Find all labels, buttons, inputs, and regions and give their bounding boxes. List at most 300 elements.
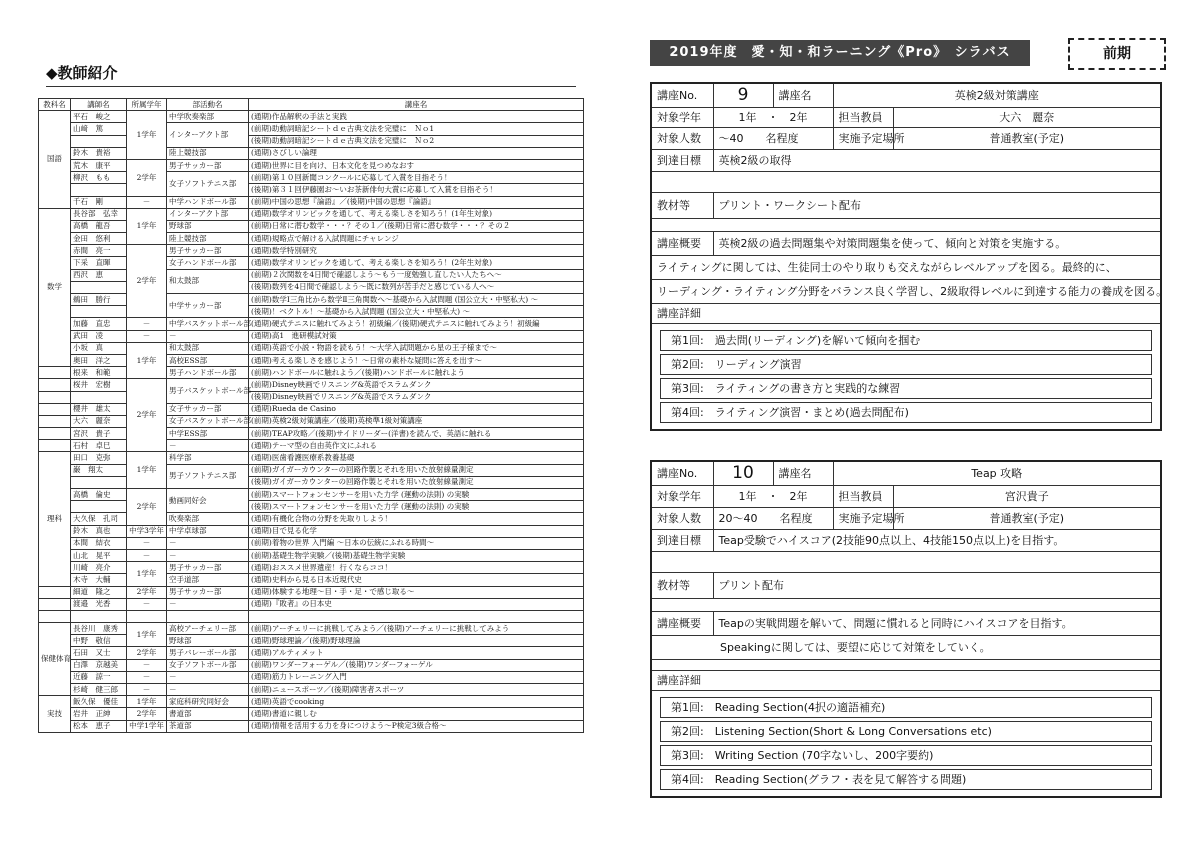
table-row — [39, 720, 584, 732]
course-cell: (通期)作品解釈の手法と実践 — [249, 111, 584, 123]
course-cell: (後期)助動詞暗記シートｄｅ古典文法を完璧に Ｎｏ2 — [249, 135, 584, 147]
club-cell: 女子ソフトテニス部 — [167, 172, 249, 196]
teacher-cell: 白澤 京越美 — [71, 659, 127, 671]
table-row — [39, 220, 584, 232]
table-row — [39, 147, 584, 159]
teacher-cell: 西沢 恵 — [71, 269, 127, 281]
club-cell: 和太鼓部 — [167, 269, 249, 293]
teacher-cell — [71, 391, 127, 403]
col-course: 講座名 — [249, 99, 584, 111]
course-cell: (通期)高1 進研模試対策 — [249, 330, 584, 342]
teacher-cell: 加藤 直忠 — [71, 318, 127, 330]
teacher-cell — [71, 135, 127, 147]
club-cell: 男子サッカー部 — [167, 562, 249, 574]
grade-cell: － — [127, 598, 167, 610]
teacher-cell: 奥田 洋之 — [71, 354, 127, 366]
course-cell: (前期)ガイガーカウンターの回路作製とそれを用いた放射線量測定 — [249, 464, 584, 476]
club-cell: 中学サッカー部 — [167, 294, 249, 318]
session-item — [660, 330, 1152, 351]
course-cell: (前期)第１０回新聞コンクールに応募して入賞を目指そう！ — [249, 172, 584, 184]
teacher-cell: 大六 麗奈 — [71, 415, 127, 427]
details-label: 講座詳細 — [651, 670, 1161, 690]
club-cell: － — [167, 684, 249, 696]
subject-cell — [39, 598, 71, 610]
teacher-cell: 長谷川 康秀 — [71, 623, 127, 635]
goal-label: 到達目標 — [651, 149, 713, 171]
table-row — [39, 489, 584, 501]
grade-cell: 1学年 — [127, 696, 167, 708]
club-cell: 動画同好会 — [167, 489, 249, 513]
table-row — [39, 440, 584, 452]
session-label: 第2回: — [671, 357, 704, 371]
teacher-cell: 山﨑 篤 — [71, 123, 127, 135]
blank-row — [651, 551, 1161, 572]
course-cell: (通期)『敗者』の日本史 — [249, 598, 584, 610]
col-teacher: 講師名 — [71, 99, 127, 111]
target-grade-label: 対象学年 — [651, 485, 713, 507]
session-text: ライティングの書き方と実践的な練習 — [714, 381, 901, 395]
teacher-cell: 根来 和範 — [71, 367, 127, 379]
capacity-cell — [713, 127, 833, 149]
session-label: 第4回: — [671, 405, 704, 419]
session-item — [660, 745, 1152, 766]
session-item — [660, 402, 1152, 423]
course-cell: (後期)スマートフォンセンサーを用いた力学 (運動の法則) の実験 — [249, 501, 584, 513]
table-row — [39, 623, 584, 635]
session-text: 過去問(リーディング)を解いて傾向を掴む — [714, 333, 921, 347]
table-row — [39, 403, 584, 415]
table-row — [39, 659, 584, 671]
course-cell: (通期)数学オリンピックを通して、考える楽しさを知ろう！(2年生対象) — [249, 257, 584, 269]
course-cell: (通期)硬式テニスに触れてみよう！初級編／(後期)硬式テニスに触れてみよう！初級編 — [249, 318, 584, 330]
subject-cell — [39, 586, 71, 598]
course-cell: (通期)筋力トレーニング入門 — [249, 671, 584, 683]
table-row — [39, 196, 584, 208]
session-item — [660, 721, 1152, 742]
capacity-label: 対象人数 — [651, 507, 713, 529]
club-cell: 中学吹奏楽部 — [167, 111, 249, 123]
table-row — [39, 464, 584, 476]
subject-cell — [39, 367, 71, 379]
capacity-cell — [713, 507, 833, 529]
club-cell: － — [167, 671, 249, 683]
teacher-table — [38, 98, 584, 733]
course-no: 9 — [713, 83, 773, 107]
club-cell: 男子バレーボール部 — [167, 647, 249, 659]
grade-cell: 中学1学年 — [127, 720, 167, 732]
teacher-cell: 鵜田 勝行 — [71, 294, 127, 306]
capacity-value: ～40 — [718, 132, 744, 145]
course-cell: (後期)ガイガーカウンターの回路作製とそれを用いた放射線量測定 — [249, 476, 584, 488]
club-cell: 家庭科研究同好会 — [167, 696, 249, 708]
teacher-cell: 本間 結衣 — [71, 537, 127, 549]
place-label: 実施予定場所 — [833, 127, 893, 149]
sessions-list — [651, 323, 1161, 430]
course-cell: (通期)アルティメット — [249, 647, 584, 659]
club-cell: インターアクト部 — [167, 208, 249, 220]
club-cell: 中学バスケットボール部 — [167, 318, 249, 330]
table-row — [39, 330, 584, 342]
teacher-cell: 川崎 亮介 — [71, 562, 127, 574]
course-cell: (後期)第３１回伊藤園お～いお茶新俳句大賞に応募して入賞を目指そう！ — [249, 184, 584, 196]
teacher-cell: 大久保 孔司 — [71, 513, 127, 525]
overview-line-1: 英検2級の過去問題集や対策問題集を使って、傾向と対策を実施する。 — [713, 231, 1161, 255]
session-label: 第1回: — [671, 700, 704, 714]
club-cell: 陸上競技部 — [167, 233, 249, 245]
grade-cell: 1学年 — [127, 208, 167, 245]
teacher-cell: 小坂 真 — [71, 342, 127, 354]
overview-line-3: リーディング・ライティング分野をバランス良く学習し、2級取得レベルに到達する能力の養成を図る。 — [651, 279, 1161, 303]
teacher-cell — [71, 281, 127, 293]
teacher-cell: 近藤 諒一 — [71, 671, 127, 683]
course-cell: (通期)情報を活用する力を身につけよう～P検定3級合格～ — [249, 720, 584, 732]
session-label: 第3回: — [671, 381, 704, 395]
subject-cell: 国語 — [39, 111, 71, 209]
session-item — [660, 378, 1152, 399]
table-row — [39, 354, 584, 366]
course-cell — [249, 610, 584, 622]
grade-cell: － — [127, 549, 167, 561]
grade-cell: 2学年 — [127, 489, 167, 526]
table-row — [39, 415, 584, 427]
teacher-name: 宮沢貴子 — [893, 485, 1161, 507]
course-cell: (前期)ワンダーフォーゲル／(後期)ワンダーフォーゲル — [249, 659, 584, 671]
table-row — [39, 342, 584, 354]
course-cell: (通期)英語で小説・物語を読もう！～大学入試問題から星の王子様まで～ — [249, 342, 584, 354]
teacher-cell: 杉崎 健三郎 — [71, 684, 127, 696]
course-cell: (前期)着物の世界 入門編 ～日本の伝統にふれる時間～ — [249, 537, 584, 549]
grade-cell: － — [127, 196, 167, 208]
capacity-label: 対象人数 — [651, 127, 713, 149]
overview-line-2: Speakingに関しては、要望に応じて対策をしていく。 — [651, 635, 1161, 659]
place: 普通教室(予定) — [893, 127, 1161, 149]
grade-cell: － — [127, 684, 167, 696]
club-cell: 高校アーチェリー部 — [167, 623, 249, 635]
grade-cell: 1学年 — [127, 562, 167, 586]
session-text: リーディング演習 — [714, 357, 802, 371]
club-cell: 女子ハンドボール部 — [167, 257, 249, 269]
blank-row — [651, 171, 1161, 192]
grade-cell: － — [127, 318, 167, 330]
teacher-cell: 石村 卓巳 — [71, 440, 127, 452]
table-row — [39, 379, 584, 391]
club-cell — [167, 610, 249, 622]
course-name-label: 講座名 — [773, 83, 833, 107]
materials-label: 教材等 — [651, 572, 713, 598]
teacher-cell: 山北 晃平 — [71, 549, 127, 561]
club-cell: － — [167, 330, 249, 342]
teacher-cell: 宮沢 貴子 — [71, 428, 127, 440]
teacher-cell: 石田 又士 — [71, 647, 127, 659]
subject-cell — [39, 428, 71, 440]
course-cell: (後期)！ベクトル！～基礎から入試問題 (国公立大・中堅私大) ～ — [249, 306, 584, 318]
club-cell: 女子ソフトボール部 — [167, 659, 249, 671]
table-row — [39, 671, 584, 683]
subject-cell — [39, 610, 71, 622]
table-row — [39, 452, 584, 464]
course-cell: (前期)日常に潜む数学・・・？その１／(後期)日常に潜む数学・・・？その２ — [249, 220, 584, 232]
subject-cell: 理科 — [39, 452, 71, 586]
table-row — [39, 294, 584, 306]
teacher-cell: 田口 克弥 — [71, 452, 127, 464]
teacher-cell: 岩井 正紳 — [71, 708, 127, 720]
club-cell: 科学部 — [167, 452, 249, 464]
club-cell: － — [167, 537, 249, 549]
details-label: 講座詳細 — [651, 303, 1161, 323]
course-cell: (通期)英語でcooking — [249, 696, 584, 708]
club-cell: 野球部 — [167, 635, 249, 647]
table-row — [39, 525, 584, 537]
course-card-10 — [650, 460, 1162, 798]
club-cell: 茶道部 — [167, 720, 249, 732]
overview-line-2: ライティングに関しては、生徒同士のやり取りも交えながらレベルアップを図る。最終的に、 — [651, 255, 1161, 279]
teacher-cell: 荒木 康平 — [71, 159, 127, 171]
goal-label: 到達目標 — [651, 529, 713, 551]
teacher-cell: 高橋 龍吾 — [71, 220, 127, 232]
table-row — [39, 245, 584, 257]
table-row — [39, 684, 584, 696]
capacity-unit: 名程度 — [765, 132, 799, 145]
teacher-cell: 桜井 宏樹 — [71, 379, 127, 391]
blank-row — [651, 218, 1161, 231]
table-row — [39, 549, 584, 561]
table-row — [39, 318, 584, 330]
table-row — [39, 281, 584, 293]
table-row — [39, 598, 584, 610]
session-label: 第3回: — [671, 748, 704, 762]
club-cell: 中学ESS部 — [167, 428, 249, 440]
place: 普通教室(予定) — [893, 507, 1161, 529]
table-row — [39, 111, 584, 123]
capacity-value: 20～40 — [718, 512, 758, 525]
session-label: 第4回: — [671, 772, 704, 786]
subject-cell — [39, 391, 71, 403]
course-cell: (通期)世界に目を向け、日本文化を見つめなおす — [249, 159, 584, 171]
grade-cell: 2学年 — [127, 647, 167, 659]
syllabus-banner: 2019年度 愛・知・和ラーニング《Pro》 シラバス — [650, 40, 1030, 66]
teacher-cell — [71, 501, 127, 513]
overview-line-1: Teapの実戦問題を解いて、問題に慣れると同時にハイスコアを目指す。 — [713, 611, 1161, 635]
table-row — [39, 476, 584, 488]
teacher-cell: 鈴木 真也 — [71, 525, 127, 537]
club-cell: 中学卓球部 — [167, 525, 249, 537]
session-text: Listening Section(Short & Long Conversations etc) — [714, 724, 992, 738]
teacher-cell: 中野 敬信 — [71, 635, 127, 647]
materials: プリント配布 — [713, 572, 1161, 598]
teacher-cell — [71, 184, 127, 196]
grade-cell: 1学年 — [127, 111, 167, 160]
club-cell: 女子サッカー部 — [167, 403, 249, 415]
teacher-cell: 柳沢 もも — [71, 172, 127, 184]
grade-cell: 2学年 — [127, 379, 167, 452]
grade-cell: 中学3学年 — [127, 525, 167, 537]
table-row — [39, 306, 584, 318]
teacher-cell — [71, 306, 127, 318]
teacher-cell: 櫻井 雄太 — [71, 403, 127, 415]
session-label: 第2回: — [671, 724, 704, 738]
teacher-cell: 平石 峻之 — [71, 111, 127, 123]
col-club: 部活動名 — [167, 99, 249, 111]
club-cell: 男子ソフトテニス部 — [167, 464, 249, 488]
club-cell: 男子サッカー部 — [167, 586, 249, 598]
course-cell: (前期)基礎生物学実験／(後期)基礎生物学実験 — [249, 549, 584, 561]
teacher-cell: 松本 恵子 — [71, 720, 127, 732]
table-row — [39, 257, 584, 269]
blank-row — [651, 598, 1161, 611]
col-subject: 教科名 — [39, 99, 71, 111]
target-grade: 1年 ・ 2年 — [713, 485, 833, 507]
course-cell: (通期)数学オリンピックを通して、考える楽しさを知ろう！(1年生対象) — [249, 208, 584, 220]
table-row — [39, 537, 584, 549]
course-cell: (前期)ニュースポーツ／(後期)障害者スポーツ — [249, 684, 584, 696]
session-text: Reading Section(グラフ・表を見て解答する問題) — [714, 772, 967, 786]
table-row — [39, 391, 584, 403]
teacher-cell: 飯久保 優佳 — [71, 696, 127, 708]
club-cell: 男子ハンドボール部 — [167, 367, 249, 379]
grade-cell: 2学年 — [127, 586, 167, 598]
course-cell: (通期)テーマ型の自由英作文にふれる — [249, 440, 584, 452]
course-cell: (通期)目で見る化学 — [249, 525, 584, 537]
session-text: Reading Section(4択の適語補充) — [714, 700, 886, 714]
teacher-cell: 下采 直暉 — [71, 257, 127, 269]
course-name-label: 講座名 — [773, 461, 833, 485]
session-text: Writing Section (70字ないし、200字要約) — [714, 748, 934, 762]
table-row — [39, 610, 584, 622]
course-cell: (通期)体験する地理～目・手・足・で感じ取る～ — [249, 586, 584, 598]
table-row — [39, 647, 584, 659]
teacher-label: 担当教員 — [833, 107, 893, 127]
course-cell: (前期)英検2級対策講座／(後期)英検準1級対策講座 — [249, 415, 584, 427]
teacher-cell: 鈴木 貴裕 — [71, 147, 127, 159]
overview-label: 講座概要 — [651, 611, 713, 635]
course-cell: (前期)アーチェリーに挑戦してみよう／(後期)アーチェリーに挑戦してみよう — [249, 623, 584, 635]
course-cell: (通期)医歯看護医療系教養基礎 — [249, 452, 584, 464]
subject-cell: 保健体育 — [39, 623, 71, 696]
club-cell: 男子サッカー部 — [167, 159, 249, 171]
teacher-cell — [71, 610, 127, 622]
course-no: 10 — [713, 461, 773, 485]
club-cell: 女子バスケットボール部 — [167, 415, 249, 427]
teacher-cell — [71, 476, 127, 488]
course-cell: (通期)Rueda de Casino — [249, 403, 584, 415]
grade-cell: － — [127, 671, 167, 683]
subject-cell — [39, 403, 71, 415]
target-grade: 1年 ・ 2年 — [713, 107, 833, 127]
club-cell: 吹奏楽部 — [167, 513, 249, 525]
goal: Teap受験でハイスコア(2技能90点以上、4技能150点以上)を目指す。 — [713, 529, 1161, 551]
table-row — [39, 428, 584, 440]
teacher-table-body — [39, 111, 584, 733]
club-cell: 空手道部 — [167, 574, 249, 586]
teacher-cell: 巌 翔太 — [71, 464, 127, 476]
teacher-cell: 渡邉 光香 — [71, 598, 127, 610]
teacher-cell: 長谷部 弘幸 — [71, 208, 127, 220]
table-row — [39, 574, 584, 586]
club-cell: 男子バスケットボール部 — [167, 379, 249, 403]
grade-cell: 1学年 — [127, 452, 167, 489]
table-row — [39, 159, 584, 171]
table-row — [39, 562, 584, 574]
teacher-cell: 千石 剛 — [71, 196, 127, 208]
teacher-cell: 細道 隆之 — [71, 586, 127, 598]
club-cell: － — [167, 440, 249, 452]
course-cell: (前期)スマートフォンセンサーを用いた力学 (運動の法則) の実験 — [249, 489, 584, 501]
table-row — [39, 269, 584, 281]
overview-label: 講座概要 — [651, 231, 713, 255]
club-cell: 和太鼓部 — [167, 342, 249, 354]
club-cell: － — [167, 598, 249, 610]
club-cell: 中学ハンドボール部 — [167, 196, 249, 208]
table-row — [39, 513, 584, 525]
session-item — [660, 769, 1152, 790]
table-row — [39, 635, 584, 647]
table-row — [39, 708, 584, 720]
subject-cell — [39, 379, 71, 391]
course-cell: (通期)数学特別研究 — [249, 245, 584, 257]
club-cell: 書道部 — [167, 708, 249, 720]
course-cell: (通期)さびしい論理 — [249, 147, 584, 159]
course-name: Teap 攻略 — [833, 461, 1161, 485]
course-cell: (後期)Disney映画でリスニング&英語でスラムダンク — [249, 391, 584, 403]
table-header-row — [39, 99, 584, 111]
session-label: 第1回: — [671, 333, 704, 347]
session-item — [660, 697, 1152, 718]
course-no-label: 講座No. — [651, 461, 713, 485]
club-cell: 男子サッカー部 — [167, 245, 249, 257]
club-cell: 野球部 — [167, 220, 249, 232]
table-row — [39, 172, 584, 184]
teacher-cell: 赤間 亮一 — [71, 245, 127, 257]
teacher-cell: 木寺 大輔 — [71, 574, 127, 586]
grade-cell: 2学年 — [127, 245, 167, 318]
course-cell: (通期)おススメ世界遺産！行くならココ！ — [249, 562, 584, 574]
table-row — [39, 123, 584, 135]
materials-label: 教材等 — [651, 192, 713, 218]
teacher-cell: 高橋 倫史 — [71, 489, 127, 501]
subject-cell: 数学 — [39, 208, 71, 366]
subject-cell — [39, 440, 71, 452]
course-cell: (通期)規略点で解ける入試問題にチャレンジ — [249, 233, 584, 245]
course-cell: (前期)２次関数を4日間で確認しよう～もう一度勉強し直したい人たちへ～ — [249, 269, 584, 281]
table-row — [39, 586, 584, 598]
club-cell: 高校ESS部 — [167, 354, 249, 366]
blank-row — [651, 659, 1161, 670]
course-cell: (前期)数学Ⅰ三角比から数学Ⅱ三角関数へ～基礎から入試問題 (国公立大・中堅私大) ～ — [249, 294, 584, 306]
course-cell: (前期)Disney映画でリスニング&英語でスラムダンク — [249, 379, 584, 391]
table-row — [39, 233, 584, 245]
club-cell: インターアクト部 — [167, 123, 249, 147]
course-no-label: 講座No. — [651, 83, 713, 107]
goal: 英検2級の取得 — [713, 149, 1161, 171]
materials: プリント・ワークシート配布 — [713, 192, 1161, 218]
course-cell: (前期)中国の思想『論語』／(後期)中国の思想『論語』 — [249, 196, 584, 208]
teacher-cell: 金田 悠利 — [71, 233, 127, 245]
capacity-unit: 名程度 — [779, 512, 813, 525]
course-cell: (通期)有機化合物の分野を先取りしよう！ — [249, 513, 584, 525]
table-row — [39, 208, 584, 220]
course-cell: (後期)数列を4日間で確認しよう～既に数列が苦手だと感じている人へ～ — [249, 281, 584, 293]
course-cell: (通期)考える楽しさを感じよう！～日常の素朴な疑問に答えを出す～ — [249, 354, 584, 366]
session-item — [660, 354, 1152, 375]
course-cell: (前期)助動詞暗記シートｄｅ古典文法を完璧に Ｎｏ1 — [249, 123, 584, 135]
table-row — [39, 367, 584, 379]
table-row — [39, 184, 584, 196]
sessions-list — [651, 690, 1161, 797]
grade-cell: － — [127, 330, 167, 342]
grade-cell: 1学年 — [127, 342, 167, 379]
table-row — [39, 135, 584, 147]
grade-cell: － — [127, 537, 167, 549]
